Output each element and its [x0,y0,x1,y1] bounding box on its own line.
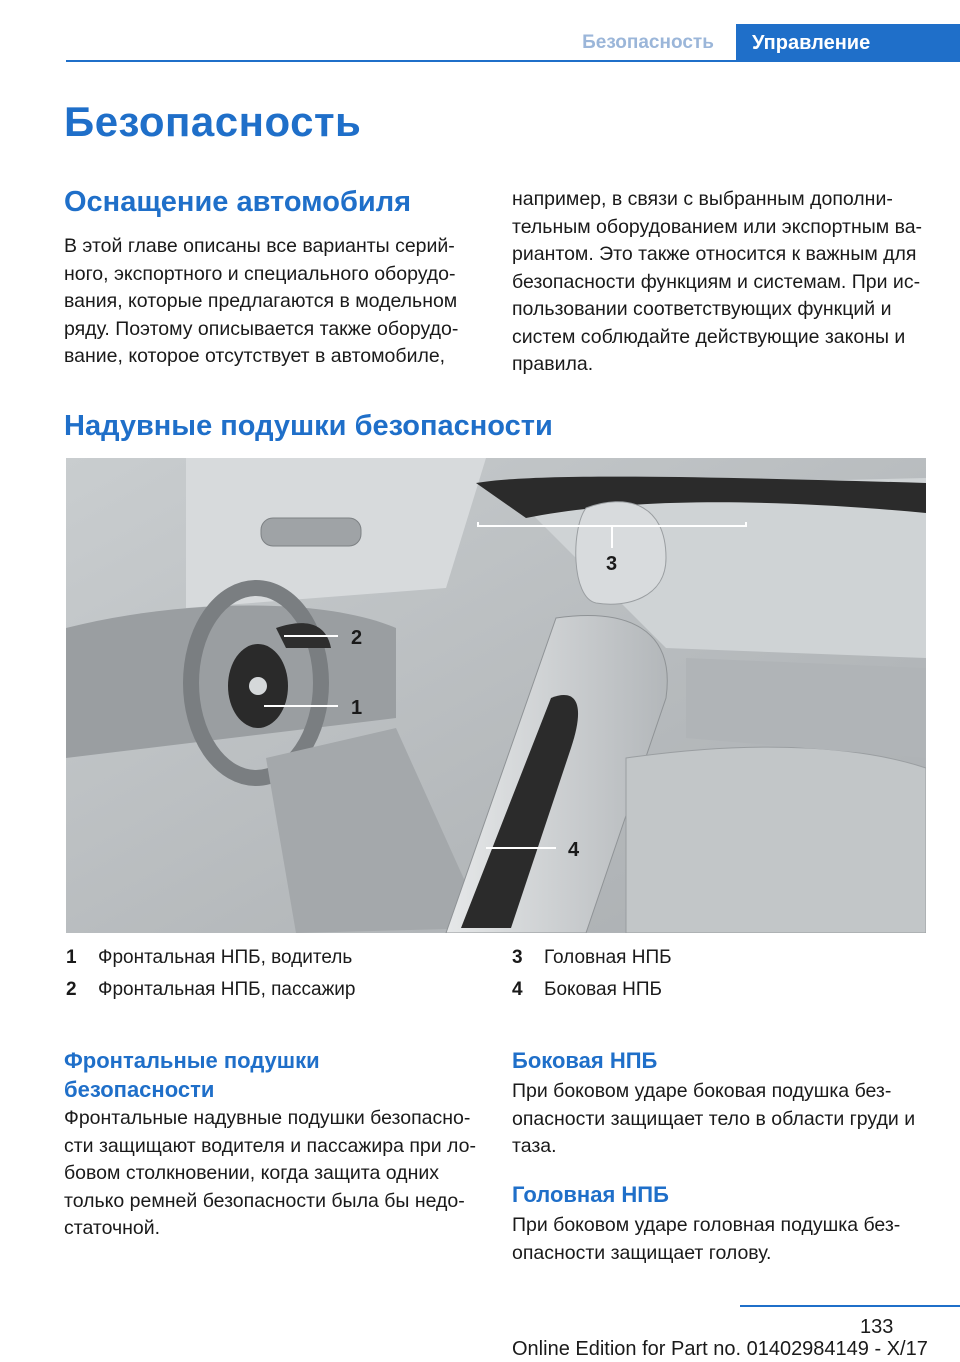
legend-left [66,942,486,1006]
callout-label-4: 4 [568,839,580,861]
text-line: опасности защищает тело в области груди и [512,1107,916,1130]
text-line: правила. [512,353,594,375]
header-section-tab[interactable]: Безопасность [582,32,714,53]
callout-label-1: 1 [351,697,363,719]
text-line: статочной. [64,1217,161,1239]
front-airbags-heading [64,1046,320,1104]
text-line: ряду. Поэтому описывается также оборудо- [64,317,459,340]
equipment-text-col1 [64,233,484,371]
legend-number: 2 [66,979,77,1000]
text-line: опасности защищает голову. [512,1241,772,1264]
equipment-heading: Оснащение автомобиля [64,186,412,218]
side-airbag-heading: Боковая НПБ [512,1048,658,1073]
legend-text: Боковая НПБ [544,979,662,1000]
page-title: Безопасность [64,98,362,145]
legend-text: Фронтальная НПБ, пассажир [98,979,356,1000]
text-line: При боковом ударе боковая подушка без- [512,1080,892,1102]
text-line: риантом. Это также относится к важным для [512,243,917,265]
legend-right [512,942,932,1006]
legend-number: 1 [66,947,77,968]
text-line: В этой главе описаны все варианты серий- [64,235,455,257]
heading-line: безопасности [64,1077,215,1102]
text-line: пользовании соответствующих функций и [512,298,892,320]
callout-label-2: 2 [351,627,363,649]
callout-label-3: 3 [606,553,618,575]
heading-line: Фронтальные подушки [64,1048,320,1073]
page-number: 133 [860,1316,894,1338]
header-chapter-tab[interactable]: Управление [736,24,960,62]
car-interior-illustration [66,458,926,933]
text-line: сти защищают водителя и пассажира при ло- [64,1134,476,1157]
legend-item [512,942,932,974]
head-airbag-text [512,1212,932,1267]
text-line: вания, которые предлагаются в модельном [64,290,458,312]
text-line: безопасности функциям и системам. При ис- [512,270,921,293]
airbags-heading: Надувные подушки безопасности [64,410,553,442]
legend-item [512,974,932,1006]
text-line: вание, которое отсутствует в автомобиле, [64,345,446,367]
text-line: только ремней безопасности была бы недо- [64,1189,465,1212]
header-divider [66,60,960,62]
footer-divider [740,1305,960,1307]
head-airbag-heading: Головная НПБ [512,1182,669,1207]
equipment-text-col2 [512,186,932,379]
legend-text: Головная НПБ [544,947,672,968]
text-line: систем соблюдайте действующие законы и [512,325,906,348]
text-line: например, в связи с выбранным дополни- [512,188,893,210]
side-airbag-text [512,1078,932,1161]
legend-number: 3 [512,947,523,968]
legend-item [66,942,486,974]
legend-number: 4 [512,979,523,1000]
text-line: Фронтальные надувные подушки безопасно- [64,1107,471,1129]
text-line: тельным оборудованием или экспортным ва- [512,215,923,238]
legend-text: Фронтальная НПБ, водитель [98,947,353,968]
text-line: ного, экспортного и специального оборудо- [64,262,456,285]
text-line: При боковом ударе головная подушка без- [512,1214,901,1236]
legend-item [66,974,486,1006]
text-line: бовом столкновении, когда защита одних [64,1162,439,1184]
front-airbags-text [64,1105,484,1243]
text-line: таза. [512,1135,557,1157]
footer-edition: Online Edition for Part no. 01402984149 - X/17 [512,1338,928,1360]
